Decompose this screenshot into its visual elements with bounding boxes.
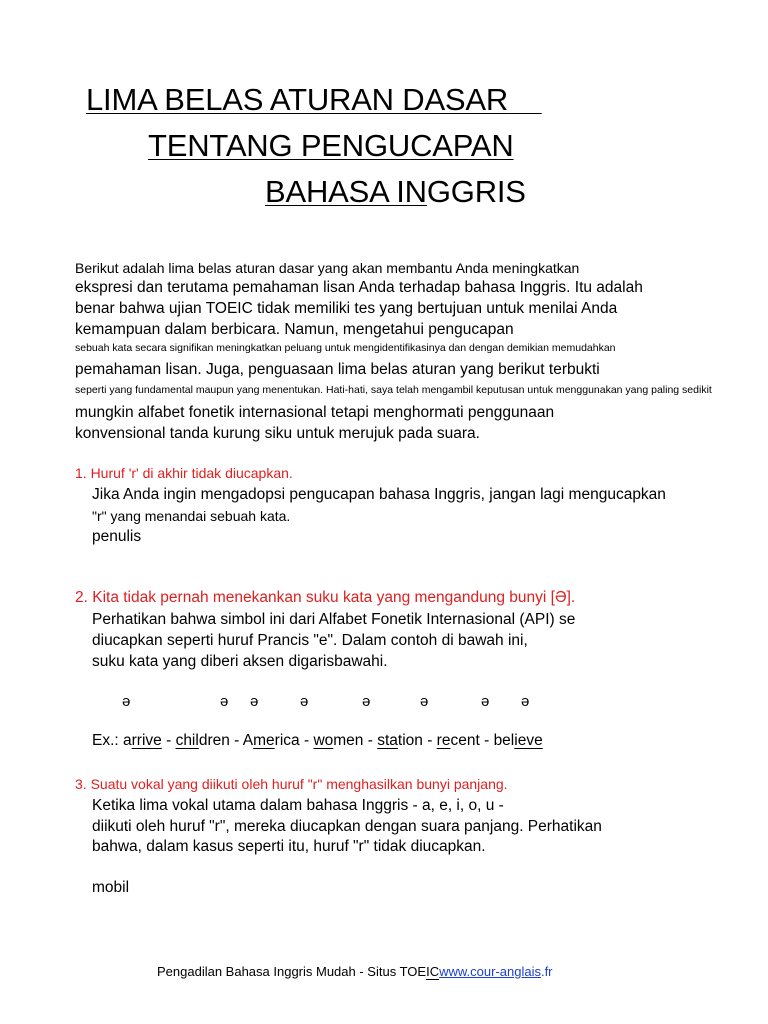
rule-1-heading: 1. Huruf 'r' di akhir tidak diucapkan. (75, 465, 293, 481)
intro-line-4: kemampuan dalam berbicara. Namun, mengetahui pengucapan (75, 321, 514, 338)
schwa-mark: ə (122, 693, 131, 710)
footer-ic: IC (426, 964, 440, 979)
intro-line-1: Berikut adalah lima belas aturan dasar yang akan membantu Anda meningkatkan (75, 260, 580, 276)
intro-line-6: pemahaman lisan. Juga, penguasaan lima belas aturan yang berikut terbukti (75, 361, 600, 378)
schwa-mark: ə (300, 693, 309, 710)
title-line-1-trailing-underline (508, 82, 542, 117)
intro-line-5: sebuah kata secara signifikan meningkatkan peluang untuk mengidentifikasinya dan dengan demikian memudahkan (75, 342, 616, 354)
rule-1-line-1: Jika Anda ingin mengadopsi pengucapan bahasa Inggris, jangan lagi mengucapkan (92, 486, 666, 503)
title-line-2: TENTANG PENGUCAPAN (148, 128, 514, 163)
rule-3-example: mobil (92, 879, 130, 896)
example-word: America (242, 732, 300, 749)
schwa-mark: ə (521, 693, 530, 710)
footer-text: Pengadilan Bahasa Inggris Mudah - Situs TOE (157, 964, 427, 979)
example-word: women (313, 732, 364, 749)
example-word: children (175, 732, 230, 749)
rule-2-heading: 2. Kita tidak pernah menekankan suku kata yang mengandung bunyi [Ə]. (75, 589, 576, 606)
title-line-1 (86, 82, 542, 118)
rule-3-line-1: Ketika lima vokal utama dalam bahasa Inggris - a, e, i, o, u - (92, 797, 504, 814)
footer (157, 964, 553, 979)
title-line-3-underlined: BAHASA IN (265, 174, 427, 209)
schwa-mark: ə (481, 693, 490, 710)
title-line-1-text: LIMA BELAS ATURAN DASAR (86, 82, 509, 117)
rule-3-heading: 3. Suatu vokal yang diikuti oleh huruf "r" menghasilkan bunyi panjang. (75, 776, 508, 792)
title-line-3 (265, 174, 526, 210)
footer-link[interactable]: www.cour-anglais (439, 964, 541, 979)
examples-prefix: Ex.: (92, 732, 124, 749)
intro-line-3: benar bahwa ujian TOEIC tidak memiliki tes yang bertujuan untuk menilai Anda (75, 300, 618, 317)
schwa-mark: ə (250, 693, 259, 710)
title-line-3-rest: GGRIS (426, 174, 526, 209)
example-word: station (377, 732, 423, 749)
rule-2-line-3: suku kata yang diberi aksen digarisbawahi. (92, 653, 388, 670)
intro-line-7: seperti yang fundamental maupun yang menentukan. Hati-hati, saya telah mengambil keputusan untuk menggunakan yang paling sedikit (75, 384, 712, 396)
rule-1-example: penulis (92, 528, 142, 545)
rule-2-examples: Ex.: arrive - children - America - women - station - recent - believe (92, 732, 543, 749)
rule-3-line-3: bahwa, dalam kasus seperti itu, huruf "r" tidak diucapkan. (92, 838, 486, 855)
intro-line-2: ekspresi dan terutama pemahaman lisan Anda terhadap bahasa Inggris. Itu adalah (75, 279, 643, 296)
schwa-mark: ə (220, 693, 229, 710)
schwa-mark: ə (362, 693, 371, 710)
rule-1-line-2: "r" yang menandai sebuah kata. (92, 508, 291, 524)
intro-line-9: konvensional tanda kurung siku untuk merujuk pada suara. (75, 425, 480, 442)
rule-2-line-1: Perhatikan bahwa simbol ini dari Alfabet Fonetik Internasional (API) se (92, 611, 576, 628)
rule-3-line-2: diikuti oleh huruf "r", mereka diucapkan dengan suara panjang. Perhatikan (92, 818, 602, 835)
footer-link-suffix: .fr (540, 964, 553, 979)
schwa-mark: ə (420, 693, 429, 710)
example-word: recent (436, 732, 480, 749)
example-word: arrive (123, 732, 162, 749)
example-word: believe (493, 732, 543, 749)
rule-2-line-2: diucapkan seperti huruf Prancis "e". Dalam contoh di bawah ini, (92, 632, 528, 649)
intro-line-8: mungkin alfabet fonetik internasional tetapi menghormati penggunaan (75, 404, 555, 421)
